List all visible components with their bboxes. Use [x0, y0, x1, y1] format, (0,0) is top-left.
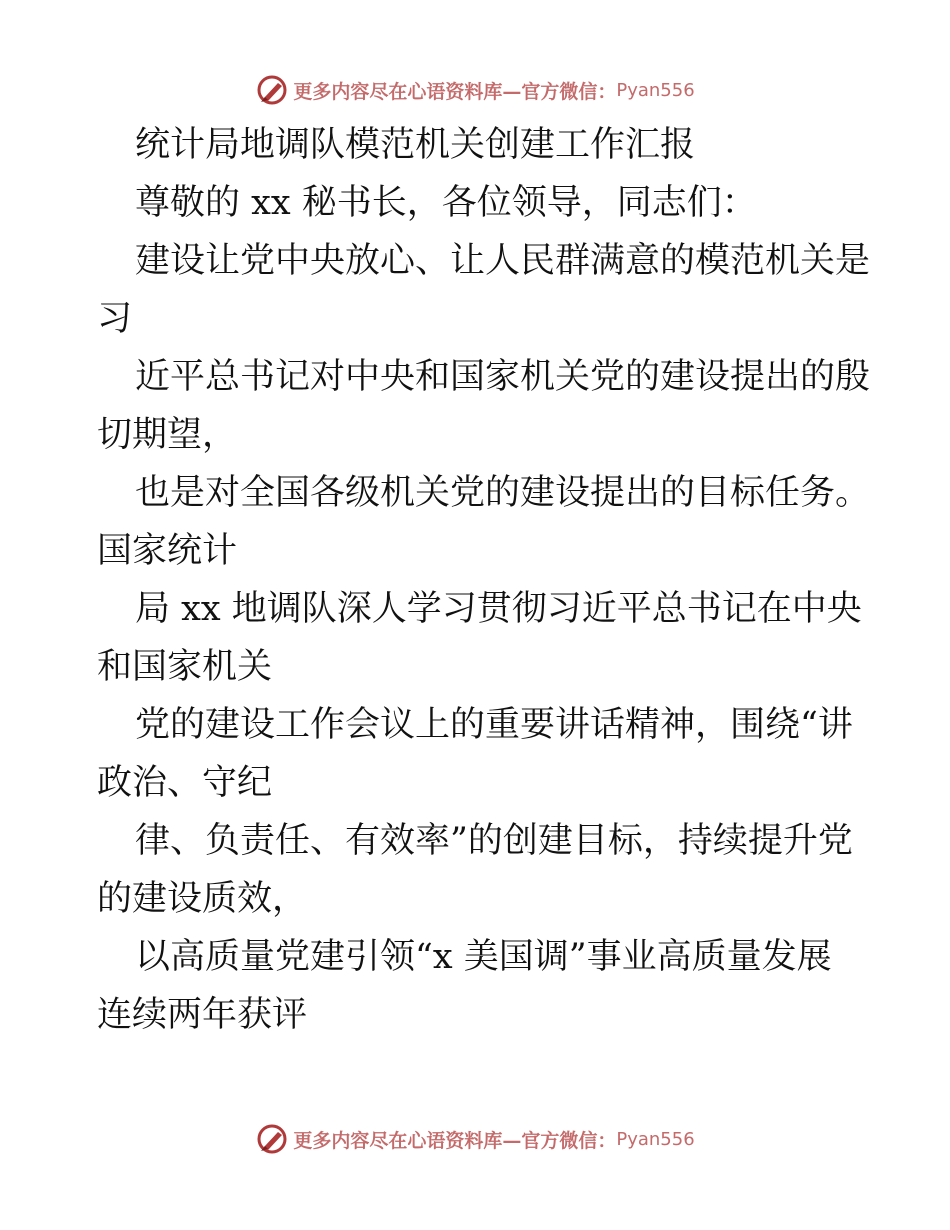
pen-logo-icon	[255, 1122, 289, 1156]
doc-line: 习	[97, 299, 133, 339]
watermark-separator-text: —官方微信：	[502, 1129, 617, 1152]
watermark-separator-text: —官方微信：	[502, 80, 617, 103]
doc-line: 以高质量党建引领“x 美国调”事业高质量发展	[135, 937, 832, 977]
footer-watermark	[0, 1119, 950, 1159]
doc-line: 政治、守纪	[97, 763, 273, 803]
doc-line: 党的建设工作会议上的重要讲话精神，围绕“讲	[135, 705, 853, 745]
doc-line: 连续两年获评	[97, 995, 308, 1035]
doc-title: 统计局地调队模范机关创建工作汇报	[135, 125, 696, 165]
watermark-wechat-id: Pyan556	[616, 1128, 695, 1150]
doc-line: 和国家机关	[97, 647, 273, 687]
pen-logo-icon	[255, 73, 289, 107]
doc-line: 的建设质效，	[97, 879, 308, 919]
doc-line: 建设让党中央放心、让人民群满意的模范机关是	[135, 241, 871, 281]
doc-line: 也是对全国各级机关党的建设提出的目标任务。	[135, 473, 871, 513]
watermark-wechat-id: Pyan556	[616, 79, 695, 101]
doc-salutation: 尊敬的 xx 秘书长，各位领导，同志们：	[135, 183, 757, 223]
watermark-main-text: 更多内容尽在心语资料库	[293, 80, 503, 103]
doc-line: 国家统计	[97, 531, 238, 571]
doc-line: 近平总书记对中央和国家机关党的建设提出的殷	[135, 357, 871, 397]
doc-line: 切期望，	[97, 415, 238, 455]
doc-line: 局 xx 地调队深人学习贯彻习近平总书记在中央	[135, 589, 862, 629]
doc-line: 律、负责任、有效率”的创建目标，持续提升党	[135, 821, 853, 861]
header-watermark	[0, 70, 950, 110]
watermark-main-text: 更多内容尽在心语资料库	[293, 1129, 503, 1152]
